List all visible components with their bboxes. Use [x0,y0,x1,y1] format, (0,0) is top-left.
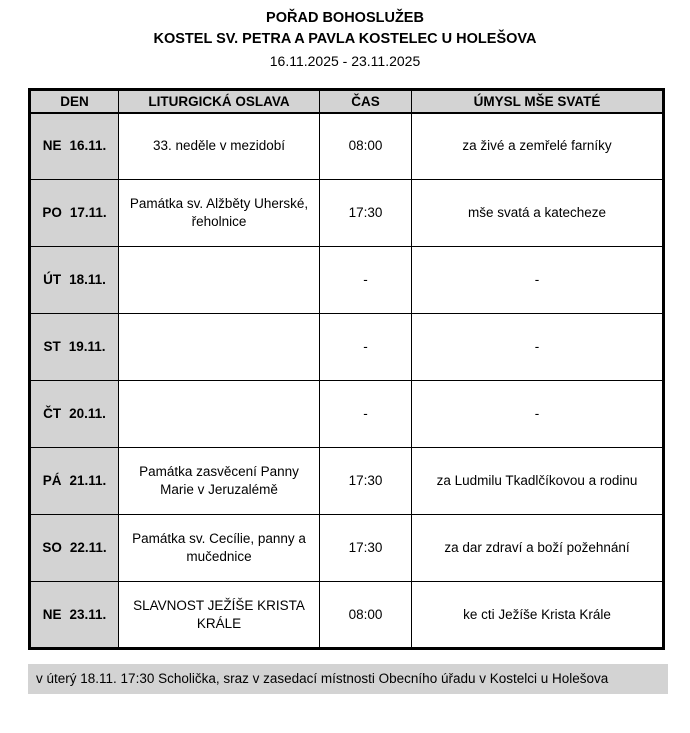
table-row [30,113,664,180]
intention-cell: - [412,247,664,314]
day-cell [30,582,119,649]
table-row [30,247,664,314]
celebration-cell [119,247,320,314]
time-cell: 08:00 [320,582,412,649]
day-abbr: NE [42,606,62,622]
celebration-cell: Památka sv. Cecílie, panny a mučednice [119,515,320,582]
column-header-intention: ÚMYSL MŠE SVATÉ [412,90,664,113]
document-header [0,0,690,72]
time-cell: - [320,381,412,448]
day-cell [30,180,119,247]
day-cell [30,247,119,314]
page-title: POŘAD BOHOSLUŽEB [266,10,424,26]
celebration-cell: Památka sv. Alžběty Uherské, řeholnice [119,180,320,247]
celebration-cell [119,314,320,381]
day-abbr: PÁ [42,473,62,488]
day-date: 22.11. [69,540,107,555]
time-cell: - [320,247,412,314]
day-cell [30,113,119,180]
date-range: 16.11.2025 - 23.11.2025 [269,53,421,69]
time-cell: 08:00 [320,113,412,180]
day-abbr: NE [42,138,62,154]
table-row [30,448,664,515]
celebration-cell [119,381,320,448]
table-row [30,180,664,247]
day-abbr: SO [42,540,62,555]
intention-cell: - [412,381,664,448]
table-row [30,515,664,582]
column-header-celebration: LITURGICKÁ OSLAVA [119,90,320,113]
celebration-cell: Památka zasvěcení Panny Marie v Jeruzalémě [119,448,320,515]
table-row [30,381,664,448]
day-date: 18.11. [69,272,106,287]
day-date: 16.11. [69,138,107,154]
page-subtitle: KOSTEL SV. PETRA A PAVLA KOSTELEC U HOLEŠOVA [153,31,537,47]
day-abbr: ST [43,339,61,354]
day-date: 21.11. [69,473,107,488]
intention-cell: ke cti Ježíše Krista Krále [412,582,664,649]
footer-note: v úterý 18.11. 17:30 Scholička, sraz v zasedací místnosti Obecního úřadu v Kostelci u Holešova [28,664,668,694]
day-cell [30,515,119,582]
intention-cell: za dar zdraví a boží požehnání [412,515,664,582]
day-abbr: ÚT [43,272,62,287]
intention-cell: mše svatá a katecheze [412,180,664,247]
table-row [30,314,664,381]
day-date: 20.11. [69,406,106,421]
day-cell [30,381,119,448]
day-cell [30,448,119,515]
table-row [30,582,664,649]
intention-cell: - [412,314,664,381]
service-schedule-table [28,88,665,650]
time-cell: 17:30 [320,515,412,582]
intention-cell: za živé a zemřelé farníky [412,113,664,180]
intention-cell: za Ludmilu Tkadlčíkovou a rodinu [412,448,664,515]
day-cell [30,314,119,381]
day-date: 17.11. [69,205,107,220]
day-abbr: ČT [43,406,62,421]
table-header-row [30,90,664,113]
time-cell: 17:30 [320,448,412,515]
column-header-time: ČAS [320,90,412,113]
day-date: 19.11. [68,339,106,354]
day-abbr: PO [42,205,62,220]
celebration-cell: SLAVNOST JEŽÍŠE KRISTA KRÁLE [119,582,320,649]
column-header-day: DEN [30,90,119,113]
day-date: 23.11. [69,606,107,622]
time-cell: 17:30 [320,180,412,247]
celebration-cell: 33. neděle v mezidobí [119,113,320,180]
time-cell: - [320,314,412,381]
